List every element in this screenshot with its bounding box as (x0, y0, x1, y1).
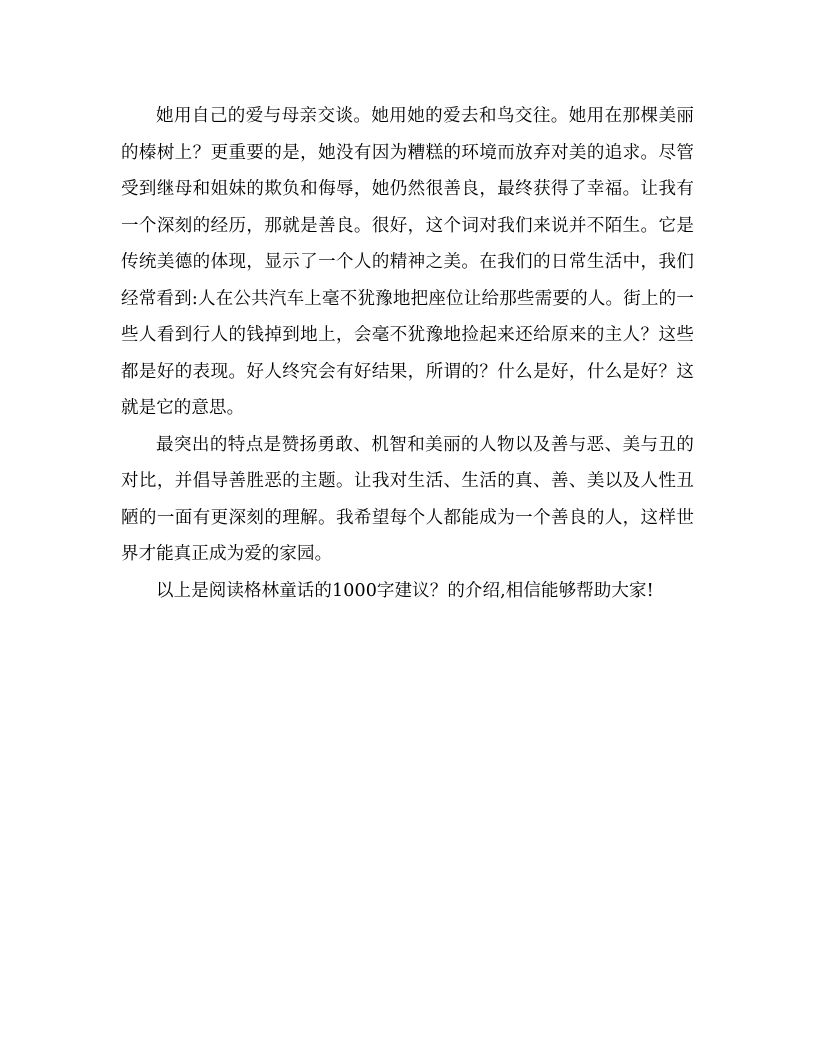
paragraph-1: 她用自己的爱与母亲交谈。她用她的爱去和鸟交往。她用在那棵美丽的榛树上？更重要的是，她没有因为糟糕的环境而放弃对美的追求。尽管受到继母和姐妹的欺负和侮辱，她仍然很善良，最终获得了幸福。让我有一个深刻的经历，那就是善良。很好，这个词对我们来说并不陌生。它是传统美德的体现，显示了一个人的精神之美。在我们的日常生活中，我们经常看到:人在公共汽车上毫不犹豫地把座位让给那些需要的人。街上的一些人看到行人的钱掉到地上，会毫不犹豫地捡起来还给原来的主人？这些都是好的表现。好人终究会有好结果，所谓的？什么是好，什么是好？这就是它的意思。 (121, 106, 694, 418)
document-body (121, 98, 694, 609)
paragraph-2: 最突出的特点是赞扬勇敢、机智和美丽的人物以及善与恶、美与丑的对比，并倡导善胜恶的主题。让我对生活、生活的真、善、美以及人性丑陋的一面有更深刻的理解。我希望每个人都能成为一个善良的人，这样世界才能真正成为爱的家园。 (121, 434, 694, 564)
paragraph-3: 以上是阅读格林童话的1000字建议？的介绍,相信能够帮助大家! (156, 580, 654, 601)
